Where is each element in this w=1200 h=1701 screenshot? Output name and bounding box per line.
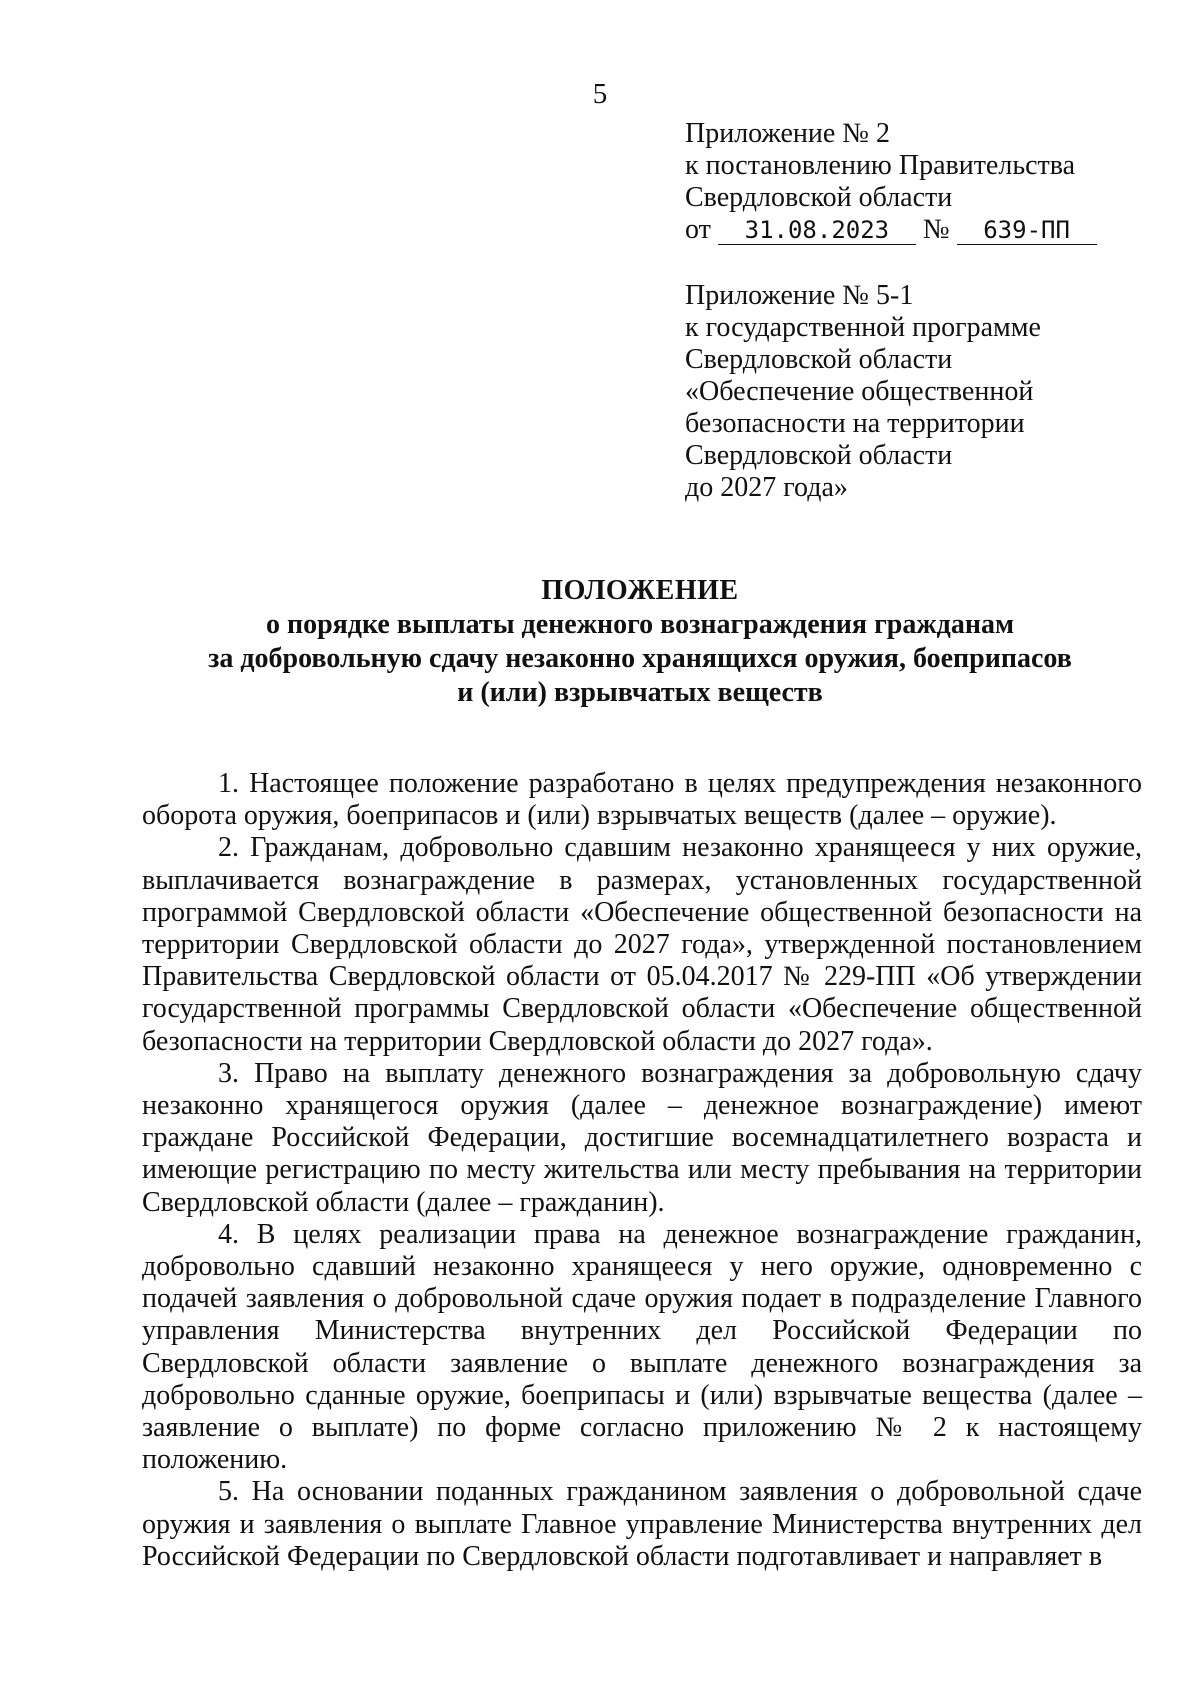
annex-2-region-line: Свердловской области — [685, 182, 953, 213]
annex-2-resolution-line: к постановлению Правительства — [685, 150, 1076, 181]
document-title: ПОЛОЖЕНИЕ — [541, 575, 739, 606]
paragraph-3: 3. Право на выплату денежного вознаграждения за добровольную сдачу незаконно хранящегося оружия (далее – денежное вознаграждение) имеют граждане Российской Федерации, достигшие восемнадцатилетнего возраста и имеющие регистрацию по месту жительства или месту пребывания на территории Свердловской области (далее – гражданин). — [142, 1057, 1142, 1218]
document-subtitle-line: и (или) взрывчатых веществ — [457, 677, 823, 708]
paragraph-4: 4. В целях реализации права на денежное вознаграждение гражданин, добровольно сдавший незаконно хранящееся у него оружие, одновременно с подачей заявления о добровольной сдаче оружия подает в подразделение Главного управления Министерства внутренних дел Российской Федерации по Свердловской области заявление о выплате денежного вознаграждения за добровольно сданные оружие, боеприпасы и (или) взрывчатые вещества (далее – заявление о выплате) по форме согласно приложению № 2 к настоящему положению. — [142, 1218, 1142, 1476]
document-heading — [140, 574, 1140, 710]
annex-5-1-line: безопасности на территории — [685, 408, 1025, 439]
paragraph-2: 2. Гражданам, добровольно сдавшим незаконно хранящееся у них оружие, выплачивается вознаграждение в размерах, установленных государственной программой Свердловской области «Обеспечение общественной безопасности на территории Свердловской области до 2027 года», утвержденной постановлением Правительства Свердловской области от 05.04.2017 № 229-ПП «Об утверждении государственной программы Свердловской области «Обеспечение общественной безопасности на территории Свердловской области до 2027 года». — [142, 832, 1142, 1057]
annex-5-1-line: Свердловской области — [685, 440, 953, 471]
annex-5-1-header — [685, 280, 1165, 504]
paragraph-1: 1. Настоящее положение разработано в целях предупреждения незаконного оборота оружия, боеприпасов и (или) взрывчатых веществ (далее – оружие). — [142, 768, 1142, 832]
annex-5-1-line: Приложение № 5-1 — [685, 280, 914, 311]
annex-2-date-number-line — [685, 214, 1165, 246]
annex-2-title: Приложение № 2 — [685, 118, 890, 149]
resolution-number: 639-ПП — [957, 216, 1097, 245]
paragraph-5: 5. На основании поданных гражданином заявления о добровольной сдаче оружия и заявления о выплате Главное управление Министерства внутренних дел Российской Федерации по Свердловской области подготавливает и направляет в — [142, 1476, 1142, 1572]
resolution-date: 31.08.2023 — [718, 216, 916, 245]
annex-5-1-line: «Обеспечение общественной — [685, 376, 1034, 407]
annex-2-header — [685, 118, 1165, 246]
document-subtitle-line: за добровольную сдачу незаконно хранящихся оружия, боеприпасов — [208, 643, 1072, 674]
annex-5-1-line: к государственной программе — [685, 312, 1041, 343]
page-number: 5 — [592, 78, 608, 110]
document-subtitle-line: о порядке выплаты денежного вознаграждения гражданам — [265, 609, 1015, 640]
annex-5-1-line: до 2027 года» — [685, 472, 848, 503]
document-body — [142, 768, 1142, 1573]
number-prefix: № — [922, 214, 950, 245]
date-prefix: от — [685, 214, 711, 245]
annex-5-1-line: Свердловской области — [685, 344, 953, 375]
